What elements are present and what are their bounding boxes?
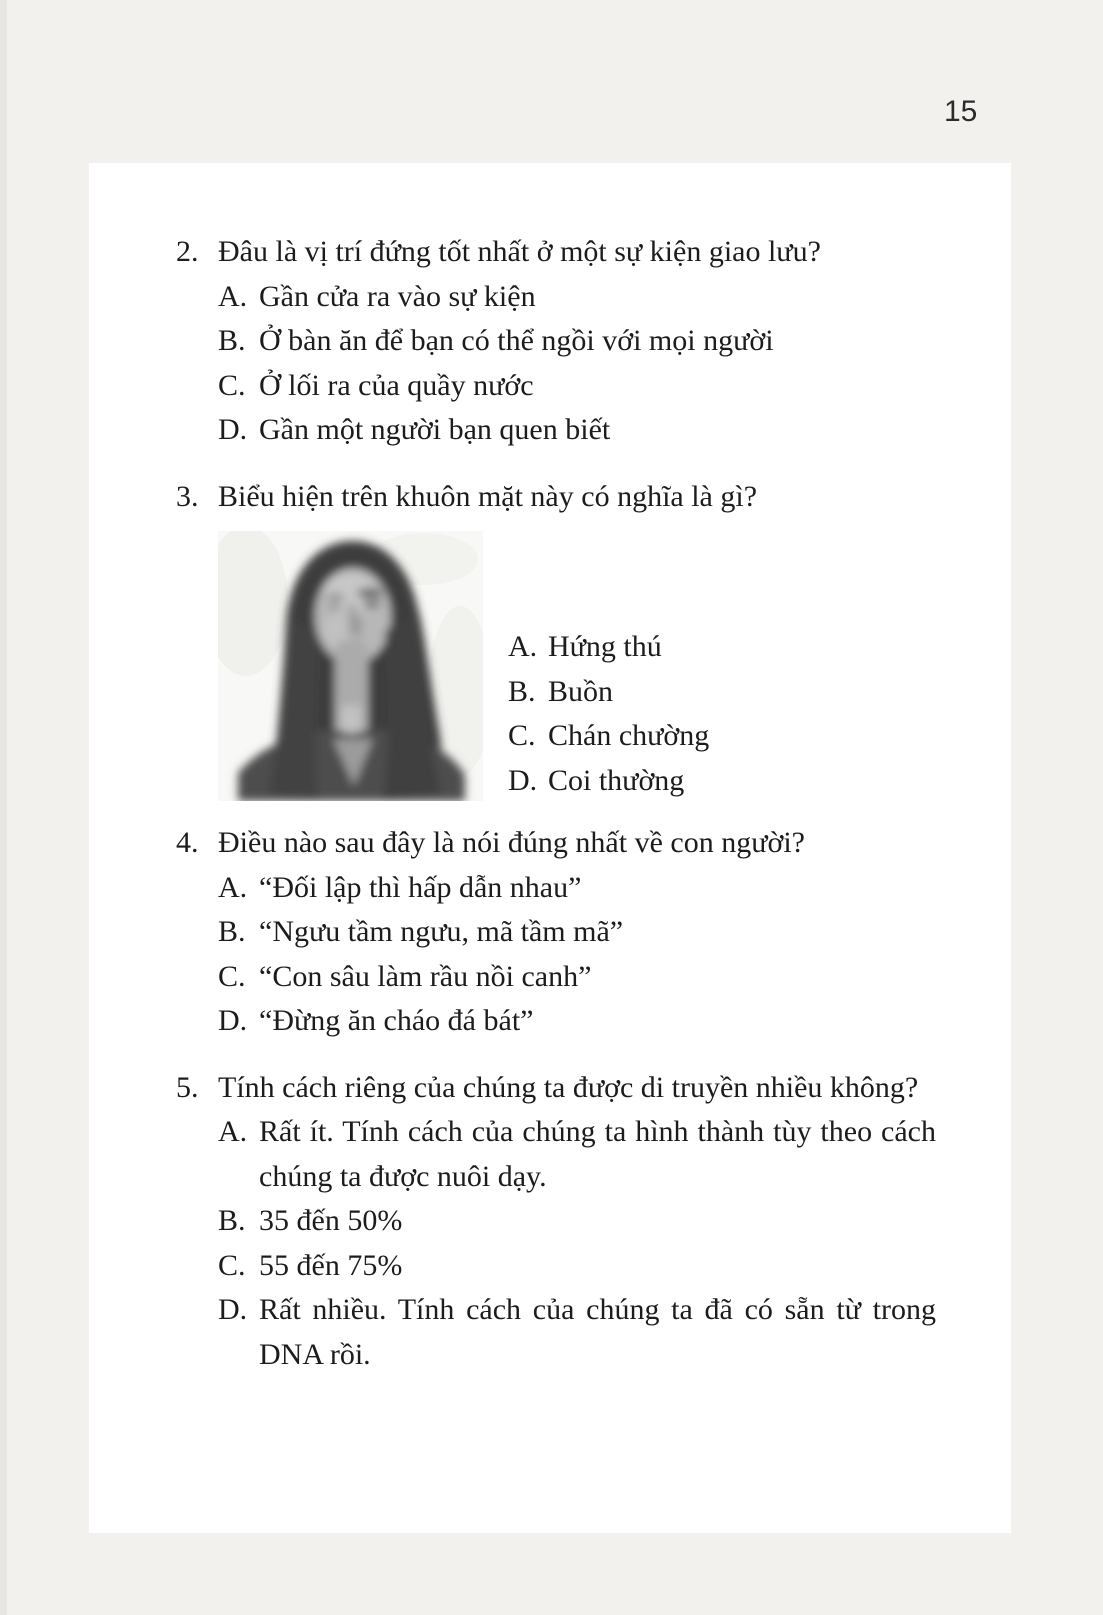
- option-text: Gần cửa ra vào sự kiện: [259, 279, 536, 313]
- option-text: “Con sâu làm rầu nồi canh”: [259, 959, 592, 993]
- option-letter: A.: [218, 870, 248, 904]
- option-letter: D.: [508, 763, 538, 797]
- option-text: “Đừng ăn cháo đá bát”: [259, 1004, 534, 1037]
- option-text: Coi thường: [548, 763, 685, 797]
- option-text: 55 đến 75%: [259, 1248, 403, 1282]
- option-line-1: Rất ít. Tính cách của chúng ta hình thành tùy theo cách: [259, 1115, 936, 1148]
- option-letter: A.: [508, 630, 538, 663]
- question-2-number: 2.: [176, 235, 199, 268]
- option-text: Buồn: [548, 674, 614, 708]
- question-5-option-a: [218, 1110, 936, 1199]
- option-letter: C.: [508, 719, 536, 752]
- option-letter: D.: [218, 1004, 248, 1037]
- question-4-number: 4.: [176, 826, 199, 859]
- question-5: [176, 1066, 936, 1111]
- option-text: 35 đến 50%: [259, 1204, 403, 1237]
- question-3-number: 3.: [176, 479, 199, 513]
- question-3-option-d: [508, 759, 709, 804]
- question-4-option-c: [218, 955, 936, 1000]
- question-5-option-d: [218, 1288, 936, 1377]
- question-4-option-b: [218, 910, 936, 955]
- book-page: [89, 163, 1011, 1533]
- option-text: “Đối lập thì hấp dẫn nhau”: [259, 870, 582, 904]
- option-text: “Ngưu tầm ngưu, mã tầm mã”: [259, 915, 624, 948]
- option-letter: C.: [218, 368, 246, 402]
- question-5-number: 5.: [176, 1070, 199, 1104]
- woman-portrait-photo: [218, 531, 483, 801]
- scan-edge-shadow: [0, 0, 7, 1615]
- option-letter: D.: [218, 413, 248, 446]
- question-2-option-b: [218, 319, 936, 364]
- question-3-text: Biểu hiện trên khuôn mặt này có nghĩa là gì?: [218, 479, 758, 513]
- question-5-option-b: [218, 1199, 936, 1244]
- option-letter: A.: [218, 279, 248, 313]
- question-2-option-d: [218, 408, 936, 453]
- question-5-text: Tính cách riêng của chúng ta được di truyền nhiều không?: [218, 1070, 919, 1104]
- option-line-2: DNA rồi.: [259, 1337, 371, 1371]
- option-text: [259, 1288, 936, 1377]
- page-content: [89, 163, 1011, 1377]
- question-2: [176, 230, 936, 275]
- option-text: Gần một người bạn quen biết: [259, 413, 611, 446]
- question-3-photo-row: [218, 531, 936, 803]
- option-text: Ở lối ra của quầy nước: [259, 368, 534, 402]
- option-text: Hứng thú: [548, 630, 662, 663]
- option-letter: C.: [218, 1248, 246, 1282]
- option-line-2: chúng ta được nuôi dạy.: [259, 1159, 547, 1193]
- question-2-option-c: [218, 364, 936, 409]
- question-4: [176, 821, 936, 866]
- option-text: Chán chường: [548, 719, 710, 752]
- question-3-option-a: [508, 625, 709, 670]
- question-3-options: [508, 531, 709, 803]
- question-2-text: Đâu là vị trí đứng tốt nhất ở một sự kiện giao lưu?: [218, 235, 821, 268]
- woman-portrait-illustration: [218, 531, 483, 801]
- question-3-option-c: [508, 714, 709, 759]
- option-letter: B.: [218, 1204, 246, 1237]
- option-letter: C.: [218, 959, 246, 993]
- question-4-text: Điều nào sau đây là nói đúng nhất về con người?: [218, 826, 805, 859]
- option-letter: B.: [218, 324, 246, 357]
- option-letter: B.: [218, 915, 246, 948]
- option-line-1: Rất nhiều. Tính cách của chúng ta đã có sẵn từ trong: [259, 1293, 936, 1326]
- option-letter: B.: [508, 674, 536, 708]
- question-4-option-d: [218, 999, 936, 1044]
- option-letter: A.: [218, 1115, 248, 1148]
- option-text: Ở bàn ăn để bạn có thể ngồi với mọi người: [259, 324, 774, 357]
- option-text: [259, 1110, 936, 1199]
- page-number: 15: [944, 95, 978, 128]
- question-3-option-b: [508, 670, 709, 715]
- question-4-option-a: [218, 866, 936, 911]
- question-5-option-c: [218, 1244, 936, 1289]
- question-2-option-a: [218, 275, 936, 320]
- option-letter: D.: [218, 1293, 248, 1326]
- question-3: [176, 475, 936, 520]
